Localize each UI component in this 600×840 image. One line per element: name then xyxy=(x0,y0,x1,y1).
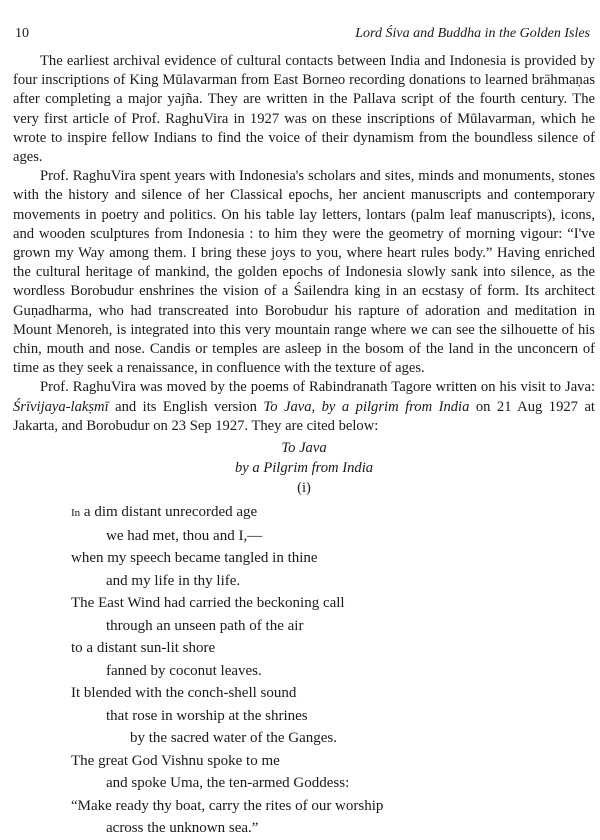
poem-line: to a distant sun-lit shore xyxy=(71,640,216,657)
poem-title: To Java xyxy=(281,440,327,457)
paragraph-1: The earliest archival evidence of cultural contacts between India and Indonesia is provided by four inscriptions of King Mūlavarman from East Borneo recording donations to learned brāhmaṇas after completing a major yajña. They are written in the Pallava script of the fourth century. The very first article of Prof. RaghuVira in 1927 was on these inscriptions of Mūlavarman, which he wrote to inspire fellow Indians to find the voice of their dynamism from the boundless silence of ages. xyxy=(13,53,595,166)
paragraph-3-text-a: Prof. RaghuVira was moved by the poems of Rabindranath Tagore written on his visit to Java: xyxy=(40,379,595,396)
poem-subtitle: by a Pilgrim from India xyxy=(234,460,374,477)
poem-line: through an unseen path of the air xyxy=(106,617,304,634)
poem-line: when my speech became tangled in thine xyxy=(71,550,318,567)
poem-heading xyxy=(13,438,595,498)
poem-line: The East Wind had carried the beckoning call xyxy=(71,595,345,612)
poem-line: and spoke Uma, the ten-armed Goddess: xyxy=(106,775,350,792)
page-number: 10 xyxy=(15,26,29,41)
poem-first-line-rest: a dim distant unrecorded age xyxy=(80,504,258,521)
poem-line: “Make ready thy boat, carry the rites of our worship xyxy=(71,797,384,814)
paragraph-2: Prof. RaghuVira spent years with Indonesia's scholars and sites, minds and monuments, stones with the history and silence of her Classical epochs, her ancient manuscripts and contemporary movements in poetry and politics. On his table lay letters, lontars (palm leaf manuscripts), icons, and wooden sculptures from Indonesia : to him they were the geometry of morning vigour: “I've grown my Way among them. I bring these joys to you, where heart rules body.” Having enriched the cultural heritage of mankind, the golden epochs of Indonesia slowly sank into silence, as the wordless Borobudur enshrines the vision of a Śailendra king in an ecstasy of form. Its architect Guṇadharma, who had transcreated into Borobudur his rapture of adoration and meditation in Mount Menoreh, is integrated into this very mountain range where we can see the silhouette of his chin, mouth and nose. Candis or temples are asleep in the bosom of the land in the unconcern of time as they seek a renaissance, in confluence with the texture of ages. xyxy=(13,168,595,377)
poem-line: we had met, thou and I,— xyxy=(106,527,263,544)
paragraph-3 xyxy=(13,378,595,436)
paragraph-3-text-e: on 21 Aug 1927 at Jakarta, and Borobudur on 23 Sep 1927. They are cited below: xyxy=(13,398,595,434)
poem-title-english: To Java, by a pilgrim from India xyxy=(263,398,470,415)
running-head: Lord Śiva and Buddha in the Golden Isles xyxy=(355,26,590,41)
poem-section-number: (i) xyxy=(297,480,311,497)
paragraph-3-text-c: and its English version xyxy=(108,398,264,415)
poem-line: across the unknown sea.” xyxy=(106,820,259,837)
poem-line: fanned by coconut leaves. xyxy=(106,662,262,679)
poem-line: that rose in worship at the shrines xyxy=(106,707,308,724)
poem-title-sanskrit: Śrīvijaya-lakṣmī xyxy=(13,398,109,415)
poem-first-word: In xyxy=(71,507,81,520)
poem-line xyxy=(13,501,595,525)
page-body xyxy=(13,52,595,840)
poem-line: by the sacred water of the Ganges. xyxy=(130,730,337,747)
poem xyxy=(13,501,595,840)
page-header xyxy=(15,26,590,44)
poem-line: The great God Vishnu spoke to me xyxy=(71,752,280,769)
poem-line: It blended with the conch-shell sound xyxy=(71,685,297,702)
poem-line: and my life in thy life. xyxy=(106,572,241,589)
